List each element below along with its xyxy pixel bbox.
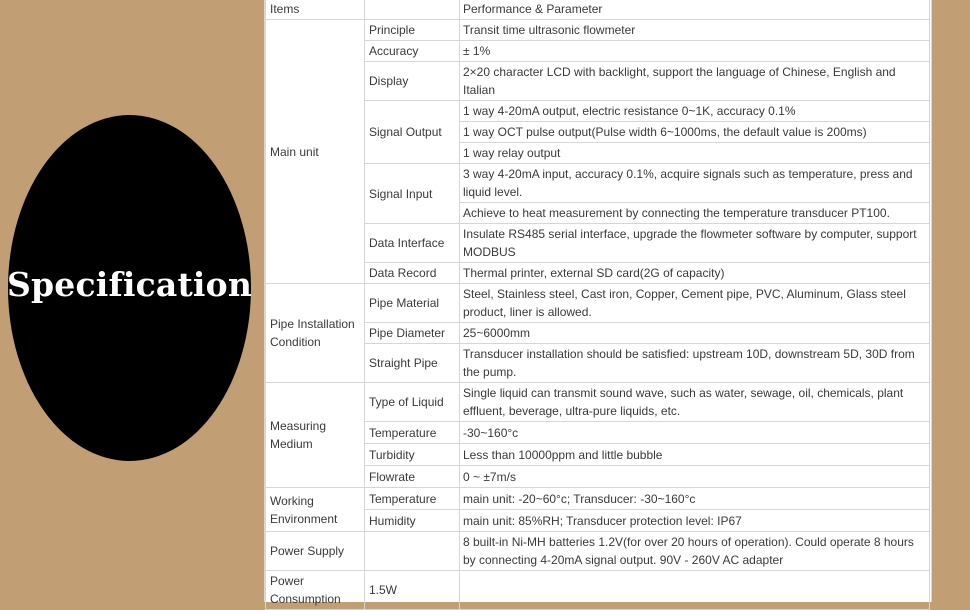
item-value: 2×20 character LCD with backlight, support the language of Chinese, English and Italian [460, 62, 930, 101]
item-label: Signal Input [365, 164, 460, 224]
table-row [266, 101, 930, 122]
specification-badge [8, 115, 251, 461]
header-blank [365, 0, 460, 20]
item-value: 25~6000mm [460, 323, 930, 344]
table-row [266, 20, 930, 41]
table-row [266, 62, 930, 101]
header-parameter: Performance & Parameter [460, 0, 930, 20]
spec-table-body [266, 0, 930, 610]
item-value: Thermal printer, external SD card(2G of capacity) [460, 263, 930, 284]
table-row [266, 422, 930, 444]
group-name: Power Consumption [266, 571, 365, 610]
group-name: Main unit [266, 20, 365, 284]
table-row [266, 344, 930, 383]
table-row [266, 571, 930, 610]
table-row [266, 488, 930, 510]
item-value: Single liquid can transmit sound wave, such as water, sewage, oil, chemicals, plant effluent, beverage, ultra-pure liquids, etc. [460, 383, 930, 422]
table-row [266, 466, 930, 488]
spec-table [265, 0, 930, 610]
item-value: 1 way 4-20mA output, electric resistance 0~1K, accuracy 0.1% [460, 101, 930, 122]
item-label: Data Interface [365, 224, 460, 263]
item-value: 0 ~ ±7m/s [460, 466, 930, 488]
item-value: Less than 10000ppm and little bubble [460, 444, 930, 466]
table-header-row [266, 0, 930, 20]
item-label: Signal Output [365, 101, 460, 164]
item-value: ± 1% [460, 41, 930, 62]
table-row [266, 323, 930, 344]
item-label: Pipe Diameter [365, 323, 460, 344]
item-label: Temperature [365, 422, 460, 444]
item-value: 3 way 4-20mA input, accuracy 0.1%, acquire signals such as temperature, press and liquid level. [460, 164, 930, 203]
item-label: Temperature [365, 488, 460, 510]
table-row [266, 532, 930, 571]
item-value [460, 571, 930, 610]
item-label: Principle [365, 20, 460, 41]
item-label: Accuracy [365, 41, 460, 62]
item-label [365, 532, 460, 571]
group-name: Pipe Installation Condition [266, 284, 365, 383]
table-row [266, 41, 930, 62]
item-label: Straight Pipe [365, 344, 460, 383]
item-value: Transit time ultrasonic flowmeter [460, 20, 930, 41]
table-row [266, 224, 930, 263]
item-label: 1.5W [365, 571, 460, 610]
item-label: Type of Liquid [365, 383, 460, 422]
item-value: 8 built-in Ni-MH batteries 1.2V(for over 20 hours of operation). Could operate 8 hours by connecting 4-20mA signal output. 90V - 260V AC adapter [460, 532, 930, 571]
item-value: 1 way OCT pulse output(Pulse width 6~1000ms, the default value is 200ms) [460, 122, 930, 143]
item-label: Pipe Material [365, 284, 460, 323]
item-value: Achieve to heat measurement by connecting the temperature transducer PT100. [460, 203, 930, 224]
side-title: Specification [6, 264, 253, 304]
table-row [266, 164, 930, 203]
item-label: Data Record [365, 263, 460, 284]
item-value: Steel, Stainless steel, Cast iron, Copper, Cement pipe, PVC, Aluminum, Glass steel product, liner is allowed. [460, 284, 930, 323]
item-value: Transducer installation should be satisfied: upstream 10D, downstream 5D, 30D from the pump. [460, 344, 930, 383]
item-value: main unit: -20~60°c; Transducer: -30~160°c [460, 488, 930, 510]
table-row [266, 284, 930, 323]
header-items: Items [266, 0, 365, 20]
item-value: 1 way relay output [460, 143, 930, 164]
item-label: Humidity [365, 510, 460, 532]
item-value: main unit: 85%RH; Transducer protection level: IP67 [460, 510, 930, 532]
item-value: -30~160°c [460, 422, 930, 444]
item-label: Turbidity [365, 444, 460, 466]
group-name: Power Supply [266, 532, 365, 571]
group-name: Measuring Medium [266, 383, 365, 488]
table-row [266, 263, 930, 284]
table-row [266, 444, 930, 466]
group-name: Working Environment [266, 488, 365, 532]
item-label: Flowrate [365, 466, 460, 488]
item-label: Display [365, 62, 460, 101]
item-value: Insulate RS485 serial interface, upgrade the flowmeter software by computer, support MODBUS [460, 224, 930, 263]
table-row [266, 383, 930, 422]
table-row [266, 510, 930, 532]
